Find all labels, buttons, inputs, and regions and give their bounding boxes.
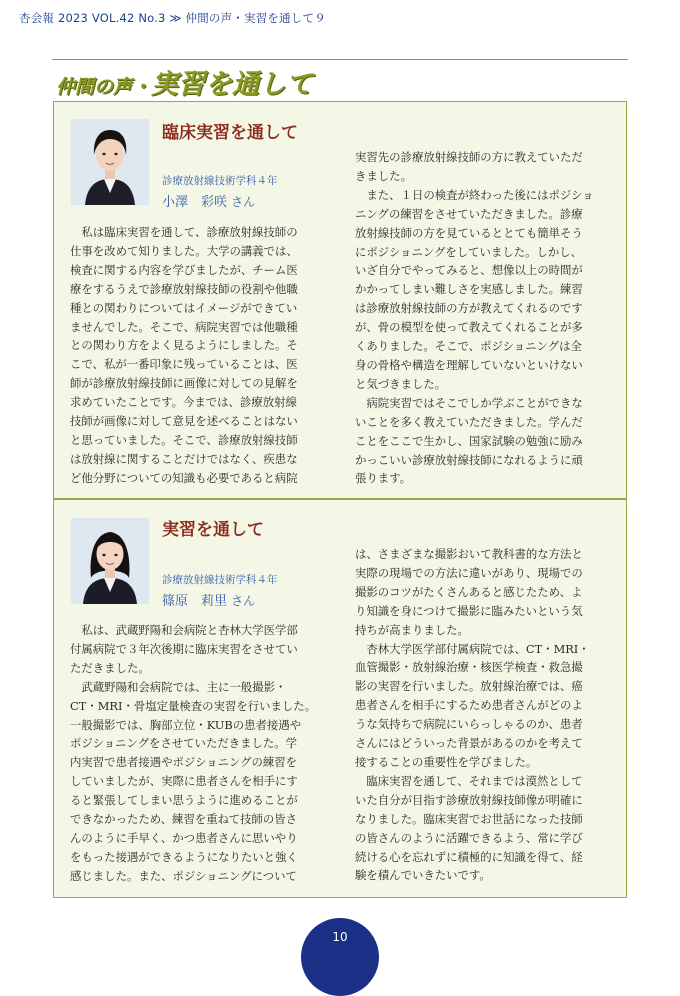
author-name-text-1: 小澤 彩咲 [162,195,228,210]
text-line: 放射線技師の方を見ているととても簡単そう [355,225,583,240]
text-line: と気づきました。 [355,376,447,391]
text-line: にポジショニングをしていました。しかし、 [355,244,583,259]
article-1-right-column [355,148,594,488]
text-line: 内実習で患者接遇やポジショニングの練習を [70,755,298,770]
text-line: さんにはどういった背景があるのかを考えて [355,736,583,751]
text-line: 私は臨床実習を通して、診療放射線技師の [70,225,298,239]
text-line: CT・MRI・骨塩定量検査の実習を行いました。 [70,698,317,713]
text-line: できなかったため、練習を重ねて技師の皆さ [70,812,298,827]
article-panel-1 [53,101,627,499]
text-line: 求めていたことです。今までは、診療放射線 [70,395,297,410]
page-number: 10 [332,930,348,944]
author-photo-2 [71,518,149,604]
text-line: ませんでした。そこで、病院実習では他職種 [70,319,298,334]
text-line: かっこいい診療放射線技師になれるように頑 [355,452,583,467]
author-department-2: 診療放射線技術学科４年 [162,574,278,586]
text-line: 私は、武蔵野陽和会病院と杏林大学医学部 [70,623,298,637]
author-department-1: 診療放射線技術学科４年 [162,175,278,187]
text-line: との関わり方をよく見るようにしました。そ [70,338,298,353]
text-line: いざ自分でやってみると、想像以上の時間が [355,263,583,278]
text-line: は放射線に関することだけではなく、疾患な [70,451,298,466]
text-line: 続ける心を忘れずに積極的に知識を得て、経 [355,849,583,864]
text-line: していましたが、実際に患者さんを相手にす [70,774,298,789]
text-line: ニングの練習をさせていただきました。診療 [355,206,583,221]
text-line: いことを多く教えていただきました。学んだ [355,414,583,429]
text-line: の皆さんのように活躍できるよう、常に学び [355,830,583,845]
text-line: 撮影のコツがたくさんあると感じたため、よ [355,584,583,599]
text-line: 師が診療放射線技師に画像に対しての見解を [70,376,298,391]
text-line: んのように手早く、かつ患者さんに思いやり [70,830,298,845]
text-line: 武蔵野陽和会病院では、主に一般撮影・ [70,679,287,694]
text-line: 持ちが高まりました。 [355,622,469,637]
text-line: 杏林大学医学部付属病院では、CT・MRI・ [355,641,590,656]
article-title-2: 実習を通して [162,520,264,540]
article-title-1: 臨床実習を通して [162,123,298,143]
text-line: 種との関わりについてはイメージができてい [70,300,298,315]
text-line: 病院実習ではそこでしか学ぶことができな [355,395,583,410]
text-line: 接することの重要性を学びました。 [355,754,538,769]
page-title-main: 実習を通して [151,69,314,100]
author-photo-1 [71,119,149,205]
text-line: いた自分が目指す診療放射線技師像が明確に [355,792,583,807]
page-title [56,62,313,101]
text-line: くありました。そこで、ポジショニングは全 [355,339,582,354]
author-name-2 [162,590,255,609]
text-line: なりました。臨床実習でお世話になった技師 [355,811,583,826]
text-line: かかってしまい難しさを実感しました。練習 [355,282,583,297]
text-line: ことをここで生かし、国家試験の勉強に励み [355,433,583,448]
article-panel-2 [53,499,627,898]
text-line: と思っていました。そこで、診療放射線技師 [70,432,298,447]
text-line: 影の実習を行いました。放射線治療では、癌 [355,679,583,694]
author-honorific-2: さん [231,594,256,608]
text-line: ポジショニングをさせていただきました。学 [70,736,298,751]
article-2-right-column [355,545,590,885]
text-line: また、１日の検査が終わった後にはポジショ [355,187,594,202]
article-1-left-column [70,223,298,488]
text-line: ど他分野についての知識も必要であると病院 [70,470,298,485]
text-line: 臨床実習を通して、それまでは漠然として [355,773,583,788]
text-line: ると緊張してしまい思うように進めることが [70,793,298,808]
text-line: ただきました。 [70,660,150,675]
header-rule [52,59,628,60]
portrait-1-image [71,119,149,205]
text-line: 験を積んでいきたいです。 [355,868,491,883]
text-line: 実習先の診療放射線技師の方に教えていただ [355,150,583,164]
text-line: は、さまざまな撮影おいて教科書的な方法と [355,547,583,561]
text-line: 付属病院で３年次後期に臨床実習をさせてい [70,641,298,656]
page-title-lead: 仲間の声・ [56,76,152,98]
text-line: 感じました。また、ポジショニングについて [70,868,297,883]
running-head: 杏会報 2023 VOL.42 No.3 ≫ 仲間の声・実習を通して９ [19,11,326,25]
text-line: うな気持ちで病院にいらっしゃるのか、患者 [355,717,583,732]
text-line: 身の骨格や構造を理解していないといけない [355,357,583,372]
text-line: こで、私が一番印象に残っていることは、医 [70,357,298,372]
text-line: 療をするうえで診療放射線技師の役割や他職 [70,281,298,296]
article-2-left-column [70,621,316,886]
text-line: り知識を身につけて撮影に臨みたいという気 [355,603,583,618]
text-line: が、骨の模型を使って教えてくれることが多 [355,320,583,335]
text-line: 仕事を改めて知りました。大学の講義では、 [70,243,298,258]
text-line: 実際の現場での方法に違いがあり、現場での [355,565,583,580]
text-line: 技師が画像に対して意見を述べることはない [70,414,298,429]
text-line: 患者さんを相手にするため患者さんがどのよ [355,698,583,713]
text-line: をもった接遇ができるようになりたいと強く [70,849,298,864]
text-line: きました。 [355,168,412,183]
portrait-2-image [71,518,149,604]
text-line: 張ります。 [355,471,412,486]
author-name-1 [162,191,255,210]
author-honorific-1: さん [231,195,256,209]
text-line: 一般撮影では、胸部立位・KUBの患者接遇や [70,717,302,732]
text-line: 検査に関する内容を学びましたが、チーム医 [70,262,298,277]
text-line: は診療放射線技師の方が教えてくれるのです [355,301,583,316]
author-name-text-2: 篠原 莉里 [162,594,228,609]
text-line: 血管撮影・放射線治療・核医学検査・救急撮 [355,660,583,675]
